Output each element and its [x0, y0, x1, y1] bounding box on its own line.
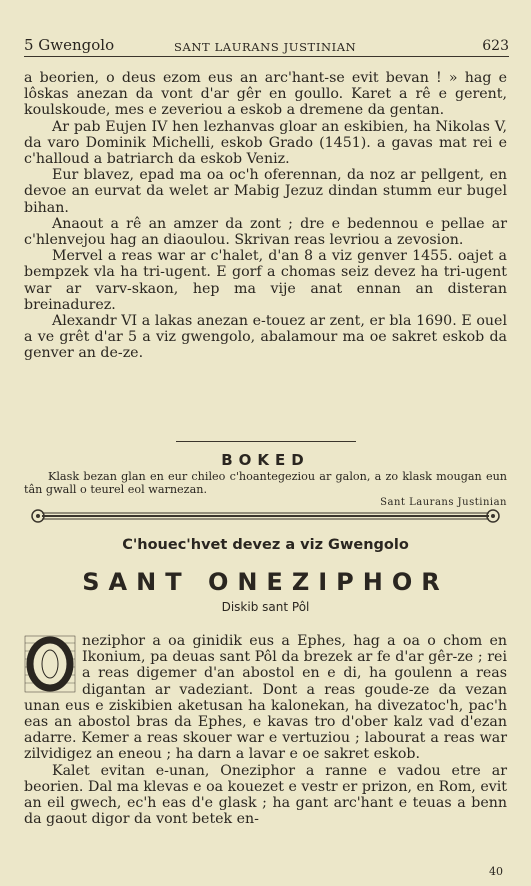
decorative-initial-o [24, 635, 76, 693]
section-oneziphor-text [24, 633, 507, 827]
boked-text: Klask bezan glan en eur chileo c'hoantegeziou ar galon, a zo klask mougan eun tân gwall o teurel eol warnezan. [24, 470, 507, 496]
paragraph: Kalet evitan e-unan, Oneziphor a ranne e vadou etre ar beorien. Dal ma klevas e oa kouezet e vestr er prizon, en Rom, evit an eil gwech, ec'h eas d'e glask ; ha gant arc'hant e teuas a benn da gaout digor da vont betek en- [24, 762, 507, 828]
paragraph: Alexandr VI a lakas anezan e-touez ar zent, er bla 1690. E ouel a ve grêt d'ar 5 a viz gwengolo, abalamour ma oe sakret eskob da genver an de-ze. [24, 313, 507, 362]
ornamental-divider [30, 507, 501, 525]
saint-subtitle: Diskib sant Pôl [221, 600, 310, 614]
paragraph: neziphor a oa ginidik eus a Ephes, hag a oa o chom en Ikonium, pa deuas sant Pôl da brezek ar fe d'ar gêr-ze ; rei a reas digemer d'an abostol en e di, ha goulenn a reas digantan ar vadeziant. Dont a reas goude-ze da vezan unan eus e ziskibien aketusan ha kalonekan, ha divezatoc'h, pac'h eas an abostol bras da Ephes, e kavas tro d'ober kalz vad d'ezan adarre. Kemer a reas skouer war e vertuziou ; labourat a reas war zilvidigez an eneou ; ha darn a lavar e oe sakret eskob. [24, 633, 507, 763]
folio-number: 40 [489, 865, 503, 878]
paragraph: Eur blavez, epad ma oa oc'h oferennan, da noz ar pellgent, en devoe an eurvat da welet ar Mabig Jezuz dindan stumm eur bugel bihan. [24, 167, 507, 216]
paragraph: Ar pab Eujen IV hen lezhanvas gloar an eskibien, ha Nikolas V, da varo Dominik Michelli, eskob Grado (1451). a gavas mat rei e c'halloud a batriarch da eskob Veniz. [24, 118, 507, 168]
saint-name-title: SANT ONEZIPHOR [82, 568, 449, 596]
paragraph: a beorien, o deus ezom eus an arc'hant-se evit bevan ! » hag e lôskas anezan da vont d'ar gêr en goullo. Karet a rê e gerent, koulskoude, mes e zeveriou a eskob a dremene da gentan. [24, 70, 507, 119]
boked-heading: BOKED [221, 451, 310, 469]
running-header [24, 36, 509, 57]
paragraph: Mervel a reas war ar c'halet, d'an 8 a viz genver 1455. oajet a bempzek vla ha tri-ugent. E gorf a chomas seiz devez ha tri-ugent war ar varv-skaon, hep ma vije anat ennan an disteran breinadurez. [24, 248, 507, 313]
divider [176, 441, 356, 442]
header-date: 5 Gwengolo [24, 36, 115, 54]
feast-day-heading: C'houec'hvet devez a viz Gwengolo [122, 537, 409, 553]
paragraph: Anaout a rê an amzer da zont ; dre e bedennou e pellae ar c'hlenvejou hag an diaoulou. Skrivan reas levriou a zevosion. [24, 215, 507, 249]
boked-signature: Sant Laurans Justinian [380, 497, 507, 508]
boked-quote [24, 470, 507, 509]
section-laurans-text [24, 70, 507, 362]
page-number: 623 [482, 38, 509, 54]
header-title: SANT LAURANS JUSTINIAN [174, 40, 357, 54]
